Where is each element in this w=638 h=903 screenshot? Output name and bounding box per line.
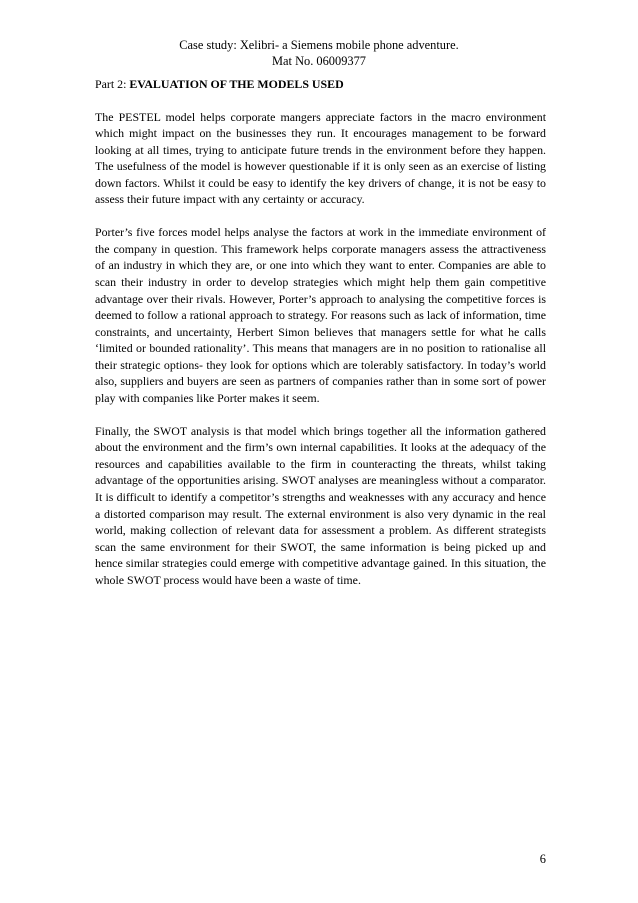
section-heading-prefix: Part 2: [95, 77, 130, 91]
section-heading [95, 76, 546, 93]
paragraph-pestel: The PESTEL model helps corporate mangers appreciate factors in the macro environment which might impact on the businesses they run. It encourages management to be forward looking at all times, trying to anticipate future trends in the environment before they happen. The usefulness of the model is however questionable if it is only seen as an exercise of listing down factors. Whilst it could be easy to identify the key drivers of change, it is not be easy to assess their future impact with any certainty or accuracy. [95, 109, 546, 207]
section-heading-title: EVALUATION OF THE MODELS USED [129, 77, 344, 91]
paragraph-swot: Finally, the SWOT analysis is that model which brings together all the information gathered about the environment and the firm’s own internal capabilities. It looks at the adequacy of the resources and capabilities available to the firm in counteracting the threats, whilst taking advantage of the opportunities arising. SWOT analyses are meaningless without a comparator. It is difficult to identify a competitor’s strengths and weaknesses with any accuracy and hence a distorted comparison may result. The external environment is also very dynamic in the real world, making collection of relevant data for assessment a problem. As different strategists scan the same environment for their SWOT, the same information is being picked up and hence similar strategies could emerge with competitive advantage gained. In this situation, the whole SWOT process would have been a waste of time. [95, 423, 546, 587]
page-body [95, 76, 546, 605]
paragraph-five-forces: Porter’s five forces model helps analyse the factors at work in the immediate environment of the company in question. This framework helps corporate managers assess the attractiveness of an industry in which they are, or one into which they want to enter. Companies are able to scan their industry in order to develop strategies which might help them gain competitive advantage over their rivals. However, Porter’s approach to analysing the competitive forces is deemed to follow a rational approach to strategy. For reasons such as lack of information, time constraints, and uncertainty, Herbert Simon believes that managers settle for what he calls ‘limited or bounded rationality’. This means that managers are in no position to rationalise all their strategic options- they look for options which are tolerably satisfactory. In today’s world also, suppliers and buyers are seen as partners of companies rather than in some sort of power play with companies like Porter makes it seem. [95, 225, 546, 405]
page-number: 6 [539, 852, 546, 866]
page-header [0, 37, 638, 69]
header-title: Case study: Xelibri- a Siemens mobile phone adventure. [179, 38, 459, 52]
header-matriculation-number: Mat No. 06009377 [272, 54, 366, 68]
